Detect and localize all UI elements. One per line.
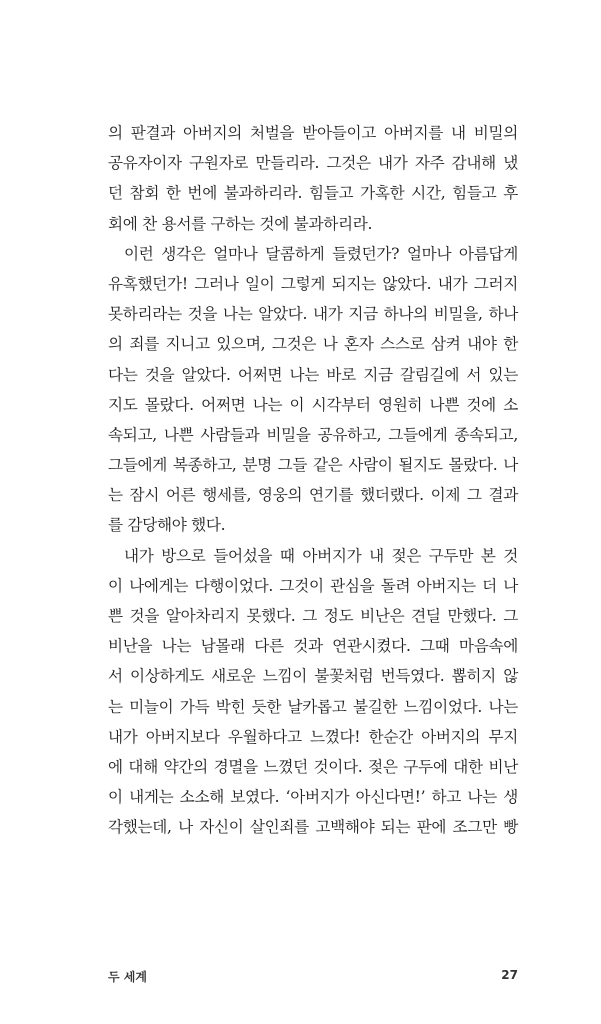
text-line: 내가 방으로 들어섰을 때 아버지가 내 젖은 구두만 본 것 <box>124 546 518 565</box>
text-line: 회에 찬 용서를 구하는 것에 불과하리라. <box>108 214 373 233</box>
text-line: 유혹했던가! 그러나 일이 그렇게 되지는 않았다. 내가 그러지 <box>108 274 518 293</box>
text-line: 내가 아버지보다 우월하다고 느꼈다! 한순간 아버지의 무지 <box>108 727 518 746</box>
body-text <box>108 118 518 843</box>
text-line: 공유자이자 구원자로 만들리라. 그것은 내가 자주 감내해 냈 <box>108 154 518 173</box>
text-line: 는 미늘이 가득 박힌 듯한 날카롭고 불길한 느낌이었다. 나는 <box>108 697 518 716</box>
text-line: 지도 몰랐다. 어쩌면 나는 이 시각부터 영원히 나쁜 것에 소 <box>108 395 518 414</box>
text-line: 쁜 것을 알아차리지 못했다. 그 정도 비난은 견딜 만했다. 그 <box>108 607 518 625</box>
text-line: 는 잠시 어른 행세를, 영웅의 연기를 했더랬다. 이제 그 결과 <box>108 486 518 505</box>
running-footer-title: 두 세계 <box>108 970 147 984</box>
text-line: 던 참회 한 번에 불과하리라. 힘들고 가혹한 시간, 힘들고 후 <box>108 184 518 203</box>
text-line: 이 나에게는 다행이었다. 그것이 관심을 돌려 아버지는 더 나 <box>108 576 518 595</box>
text-line: 속되고, 나쁜 사람들과 비밀을 공유하고, 그들에게 종속되고, <box>108 425 518 444</box>
text-line: 못하리라는 것을 나는 알았다. 내가 지금 하나의 비밀을, 하나 <box>108 305 518 324</box>
text-line: 비난을 나는 남몰래 다른 것과 연관시켰다. 그때 마음속에 <box>108 637 518 656</box>
text-line: 이 내게는 소소해 보였다. ‘아버지가 아신다면!’ 하고 나는 생 <box>108 788 518 807</box>
page-number: 27 <box>501 968 518 982</box>
text-line: 그들에게 복종하고, 분명 그들 같은 사람이 될지도 몰랐다. 나 <box>108 456 518 475</box>
text-line: 에 대해 약간의 경멸을 느꼈던 것이다. 젖은 구두에 대한 비난 <box>108 757 518 776</box>
text-line: 를 감당해야 했다. <box>108 516 226 535</box>
text-line: 이런 생각은 얼마나 달콤하게 들렸던가? 얼마나 아름답게 <box>124 244 518 263</box>
text-line: 서 이상하게도 새로운 느낌이 불꽃처럼 번득였다. 뽑히지 않 <box>108 667 518 686</box>
text-line: 다는 것을 알았다. 어쩌면 나는 바로 지금 갈림길에 서 있는 <box>108 365 518 384</box>
text-line: 의 죄를 지니고 있으며, 그것은 나 혼자 스스로 삼켜 내야 한 <box>108 335 518 354</box>
text-line: 각했는데, 나 자신이 살인죄를 고백해야 되는 판에 조그만 빵 <box>108 818 518 837</box>
text-line: 의 판결과 아버지의 처벌을 받아들이고 아버지를 내 비밀의 <box>108 124 518 142</box>
